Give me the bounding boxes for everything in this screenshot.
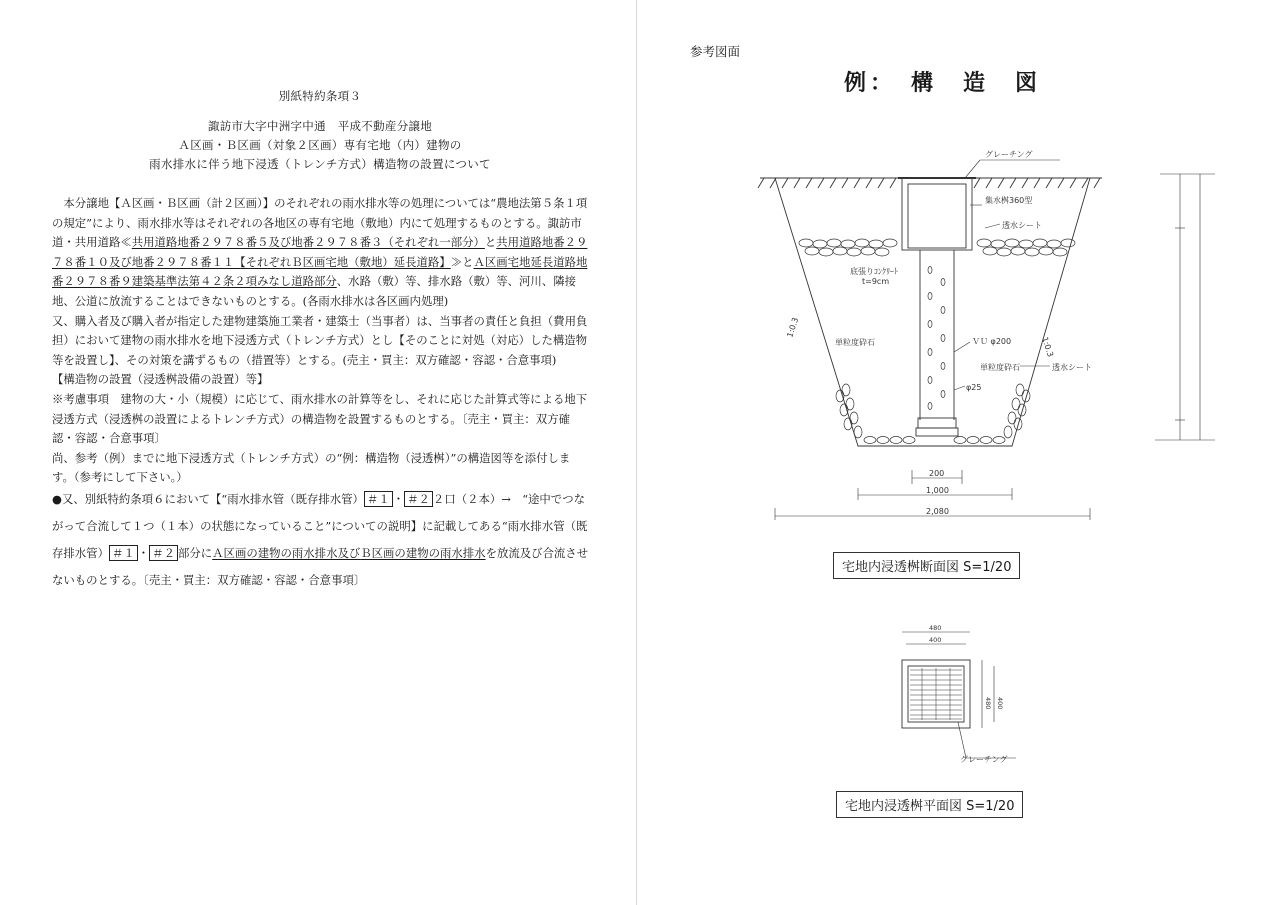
p1-underlined-b: 共用道路地番２９７８番５及び地番２９７８番３（それぞれ一部分） bbox=[131, 235, 485, 250]
pipe-2-box-2: ＃２ bbox=[149, 545, 178, 561]
label-slope-left: 1:0.3 bbox=[785, 316, 801, 339]
gravel-top bbox=[799, 239, 1075, 256]
p1-text-c: と bbox=[484, 235, 497, 250]
plan-dim-480: 480 bbox=[929, 624, 942, 632]
label-grating: グレーチング bbox=[985, 150, 1033, 159]
catch-basin bbox=[898, 178, 976, 250]
plan-view bbox=[902, 632, 1016, 758]
trench-outline bbox=[775, 178, 1090, 446]
p6-text-f: を放流及び合流させないものとする。〔売主・買主：双方確認・容認・合意事項〕 bbox=[52, 546, 589, 587]
p6-underlined-d: Ａ区画の建物の雨水排水及び bbox=[212, 546, 361, 560]
p6-dot: ・ bbox=[392, 492, 405, 506]
p1-text-a: 本分譲地【Ａ区画・Ｂ区画（計２区画）】のそれぞれの雨水排水等の処理については“農地法第５条１項の規定”により、雨水排水等はそれぞれの各地区の専有宅地（敷地）内にて処理するものとする。諏訪市道・共用道路≪ bbox=[52, 196, 588, 250]
p6-dot-2: ・ bbox=[137, 546, 150, 560]
p6-text-c: 部分に bbox=[177, 546, 213, 560]
vu-pipe bbox=[916, 250, 958, 436]
label-single-gravel: 単粒度砕石 bbox=[835, 338, 875, 347]
ground-line bbox=[758, 178, 1102, 188]
dim-1000: 1,000 bbox=[926, 486, 949, 495]
p6-text-b: ２口（２本）→ “途中でつながって合流して１つ（１本）の状態になっていること”についての説明】に記載してある“雨水排水管（既存排水管） bbox=[52, 492, 588, 560]
p6-text-a: ●又、別紙特約条項６において【“雨水排水管（既存排水管） bbox=[52, 492, 364, 506]
dim-2080: 2,080 bbox=[926, 507, 949, 516]
label-perm-sheet: 透水シート bbox=[1002, 221, 1042, 230]
paragraph-6 bbox=[52, 486, 592, 594]
p6-underlined-e: Ｂ区画の建物の雨水排水 bbox=[360, 546, 486, 560]
figure-title: 例： 構 造 図 bbox=[844, 71, 1042, 96]
structure-drawings bbox=[640, 0, 1280, 905]
p1-text-g: 、水路（敷）等、排水路（敷）等、河川、隣接地、公道に放流することはできないものとする。(各雨水排水は各区画内処理) bbox=[52, 274, 576, 308]
subtitle-lots: Ａ区画・Ｂ区画（対象２区画）専有宅地（内）建物の bbox=[178, 138, 462, 152]
plan-caption: 宅地内浸透桝平面図 S=1/20 bbox=[836, 791, 1023, 818]
section-caption: 宅地内浸透桝断面図 S=1/20 bbox=[833, 552, 1020, 579]
reference-drawing-title: 参考図面 bbox=[690, 44, 741, 59]
pipe-1-box-2: ＃１ bbox=[109, 545, 138, 561]
label-catch-basin: 集水桝360型 bbox=[985, 196, 1033, 205]
p1-underlined-f: Ａ区画宅地延長道路地番２９７８番９建築基準法第４２条２項みなし道路部分 bbox=[52, 254, 588, 289]
subtitle-location: 諏訪市大字中洲字中通 平成不動産分譲地 bbox=[207, 119, 433, 133]
label-vu-pipe: ＶＵ φ200 bbox=[972, 337, 1012, 346]
paragraph-2: 又、購入者及び購入者が指定した建物建築施工業者・建築士（当事者）は、当事者の責任と負担（費用負担）において建物の雨水排水を地下浸透方式（トレンチ方式）とし【そのことに対処（対応）した構造物等を設置し】、その対策を講ずるもの（措置等）とする。(売主・買主：双方確認・容認・合意事項) bbox=[52, 313, 588, 367]
label-perm-sheet-right: 透水シート bbox=[1052, 363, 1092, 372]
page-fold bbox=[636, 0, 637, 905]
p1-underlined-d: 共用道路地番２９７８番１０及び地番２９７８番１１【それぞれＢ区画宅地（敷地）延長道路】 bbox=[52, 235, 588, 269]
plan-dim-400: 400 bbox=[929, 636, 942, 644]
gravel-sides bbox=[836, 384, 1030, 444]
paragraph-4: ※考慮事項 建物の大・小（規模）に応じて、雨水排水の計算等をし、それに応じた計算式等による地下浸透方式（浸透桝の設置によるトレンチ方式）の構造物を設置するものとする。〔売主・買主：双方確認・容認・合意事項〕 bbox=[52, 391, 588, 446]
label-bottom-concrete: 底張りｺﾝｸﾘｰﾄ bbox=[850, 267, 898, 276]
paragraph-1 bbox=[52, 194, 592, 312]
paragraph-5: 尚、参考（例）までに地下浸透方式（トレンチ方式）の“例：構造物（浸透桝）”の構造図等を添付します。（参考にして下さい。） bbox=[52, 450, 571, 485]
label-slope-right: 1:0.3 bbox=[1040, 335, 1055, 359]
subtitle-topic: 雨水排水に伴う地下浸透（トレンチ方式）構造物の設置について bbox=[149, 157, 491, 171]
main-body bbox=[52, 194, 592, 488]
right-page bbox=[640, 0, 1280, 905]
label-thickness: t=9cm bbox=[862, 277, 890, 286]
doc-title: 別紙特約条項３ bbox=[278, 89, 362, 103]
plan-dim-400-vertical: 400 bbox=[996, 697, 1004, 710]
vertical-dimensions bbox=[1155, 174, 1215, 440]
p1-text-e: ≫と bbox=[450, 254, 474, 269]
plan-dim-480-vertical: 480 bbox=[984, 697, 992, 710]
plan-label-grating: グレーチング bbox=[960, 755, 1008, 764]
dim-200: 200 bbox=[929, 469, 945, 478]
pipe-1-box: ＃１ bbox=[364, 491, 393, 507]
leader-lines bbox=[954, 160, 1060, 390]
label-hole-diameter: φ25 bbox=[966, 383, 982, 392]
label-single-gravel-right: 単粒度砕石 bbox=[980, 363, 1020, 372]
paragraph-3: 【構造物の設置（浸透桝設備の設置）等】 bbox=[52, 372, 269, 387]
pipe-2-box: ＃２ bbox=[404, 491, 433, 507]
